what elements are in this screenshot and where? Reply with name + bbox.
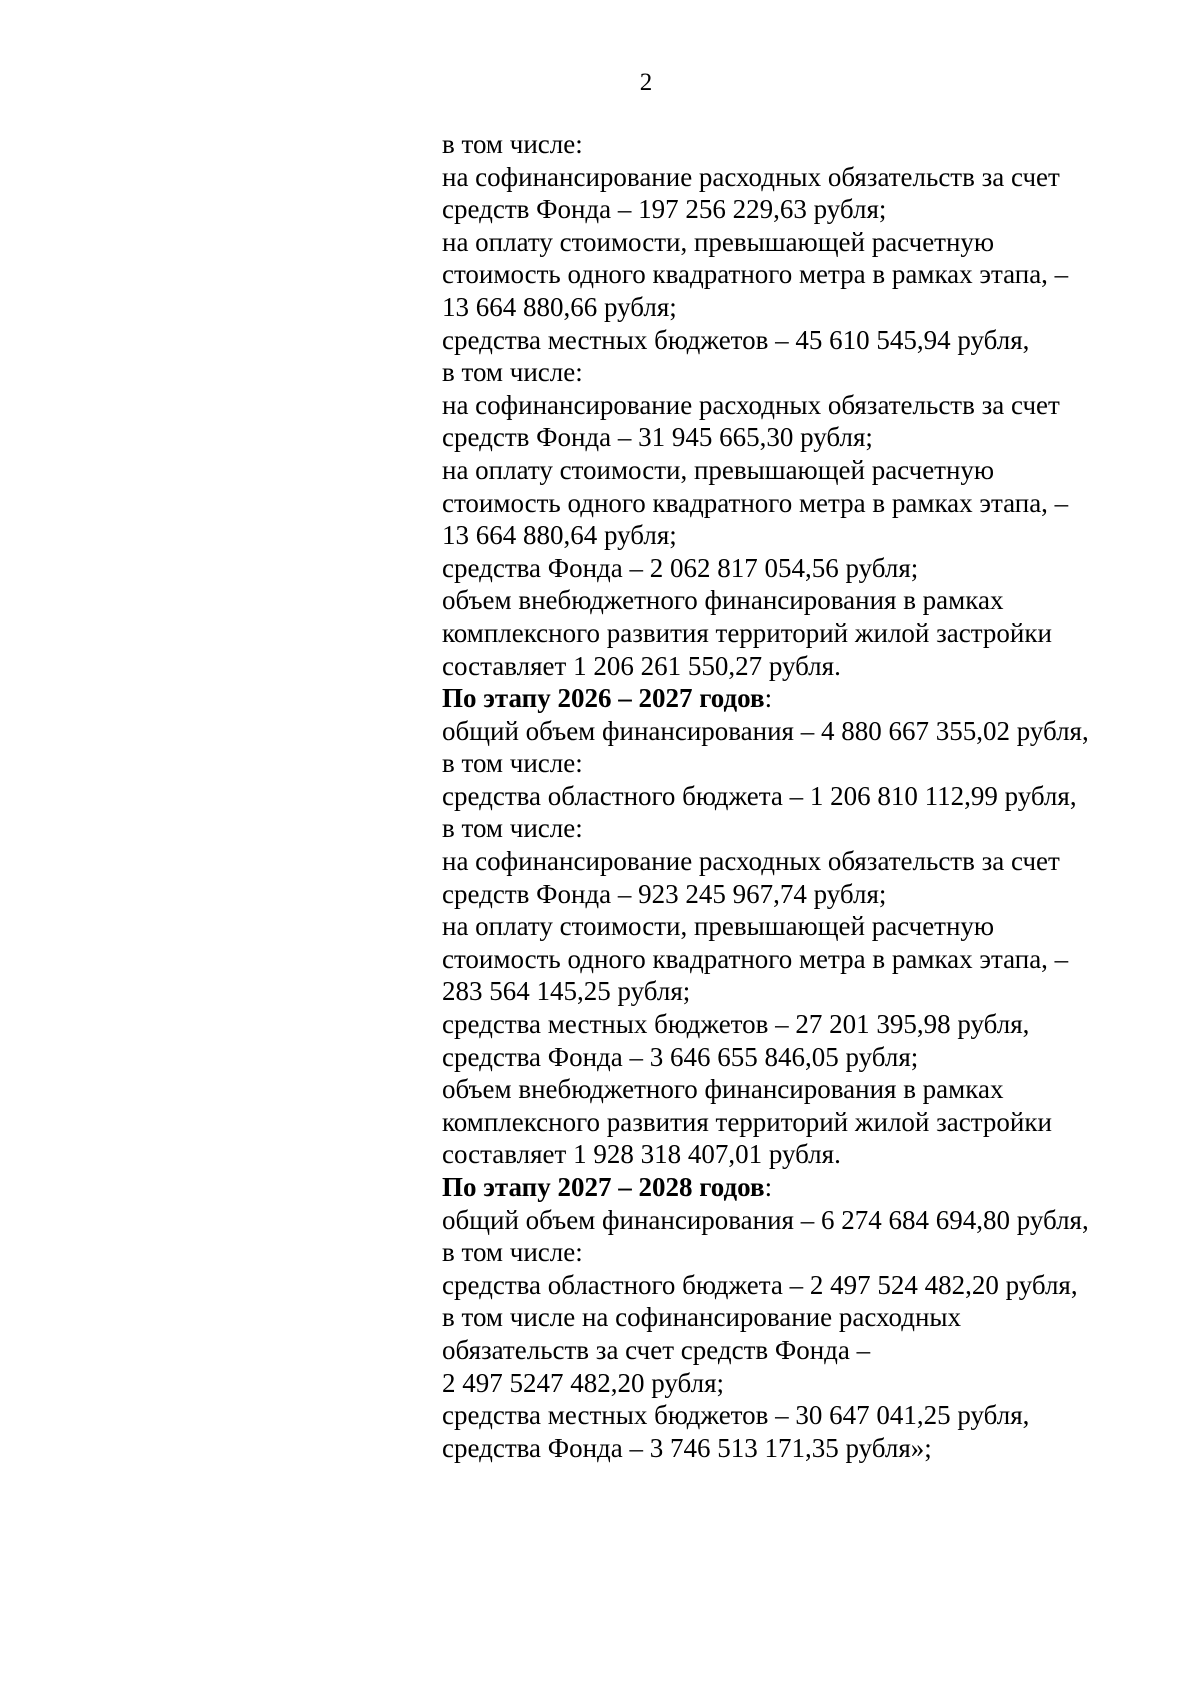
text-line: 13 664 880,66 рубля;: [442, 291, 677, 322]
text-line: общий объем финансирования – 4 880 667 355,02 рубля,: [442, 715, 1089, 746]
text-line: средств Фонда – 923 245 967,74 рубля;: [442, 878, 887, 909]
text-line: 283 564 145,25 рубля;: [442, 976, 691, 1007]
text-line: средства областного бюджета – 2 497 524 482,20 рубля,: [442, 1269, 1078, 1300]
text-line: в том числе:: [442, 129, 583, 159]
text-line: средства Фонда – 3 746 513 171,35 рубля»;: [442, 1432, 932, 1463]
text-line: 2 497 5247 482,20 рубля;: [442, 1367, 724, 1398]
text-line: средств Фонда – 197 256 229,63 рубля;: [442, 194, 887, 225]
text-line: в том числе:: [442, 813, 583, 844]
text-line: стоимость одного квадратного метра в рамках этапа, –: [442, 943, 1069, 974]
text-line: средства местных бюджетов – 30 647 041,25 рубля,: [442, 1400, 1030, 1431]
text-line: средства местных бюджетов – 45 610 545,94 рубля,: [442, 324, 1030, 355]
section-heading: [442, 682, 1142, 715]
text-line: средства областного бюджета – 1 206 810 112,99 рубля,: [442, 780, 1077, 811]
section-heading-suffix: :: [764, 683, 773, 714]
section-heading: [442, 1171, 1142, 1204]
text-line: стоимость одного квадратного метра в рамках этапа, –: [442, 259, 1069, 290]
text-line: на софинансирование расходных обязательств за счет: [442, 389, 1060, 420]
text-line: на софинансирование расходных обязательств за счет: [442, 161, 1060, 192]
text-line: на софинансирование расходных обязательств за счет: [442, 846, 1060, 877]
text-line: объем внебюджетного финансирования в рамках: [442, 585, 1004, 616]
section-heading-bold: По этапу 2027 – 2028 годов: [442, 1172, 765, 1202]
text-line: составляет 1 206 261 550,27 рубля.: [442, 650, 841, 681]
section-heading-bold: По этапу 2026 – 2027 годов: [442, 683, 765, 714]
text-line: в том числе:: [442, 357, 583, 388]
text-line: на оплату стоимости, превышающей расчетную: [442, 454, 995, 485]
text-line: средства местных бюджетов – 27 201 395,98 рубля,: [442, 1009, 1030, 1040]
text-line: средства Фонда – 3 646 655 846,05 рубля;: [442, 1041, 919, 1072]
text-line: 13 664 880,64 рубля;: [442, 520, 677, 551]
text-line: объем внебюджетного финансирования в рамках: [442, 1074, 1004, 1105]
text-line: стоимость одного квадратного метра в рамках этапа, –: [442, 487, 1069, 518]
page-number: 2: [639, 69, 653, 96]
text-line: средства Фонда – 2 062 817 054,56 рубля;: [442, 552, 919, 583]
text-line: комплексного развития территорий жилой застройки: [442, 617, 1052, 648]
text-line: на оплату стоимости, превышающей расчетную: [442, 911, 995, 942]
document-body: [442, 128, 1142, 1464]
text-line: составляет 1 928 318 407,01 рубля.: [442, 1139, 841, 1170]
text-line: общий объем финансирования – 6 274 684 694,80 рубля,: [442, 1204, 1089, 1235]
text-line: в том числе:: [442, 1237, 583, 1268]
text-line: на оплату стоимости, превышающей расчетную: [442, 226, 995, 257]
text-line: обязательств за счет средств Фонда –: [442, 1334, 871, 1365]
section-heading-suffix: :: [764, 1172, 773, 1202]
text-line: средств Фонда – 31 945 665,30 рубля;: [442, 422, 873, 453]
text-line: в том числе:: [442, 748, 583, 779]
text-line: в том числе на софинансирование расходных: [442, 1302, 962, 1333]
text-line: комплексного развития территорий жилой застройки: [442, 1106, 1052, 1137]
